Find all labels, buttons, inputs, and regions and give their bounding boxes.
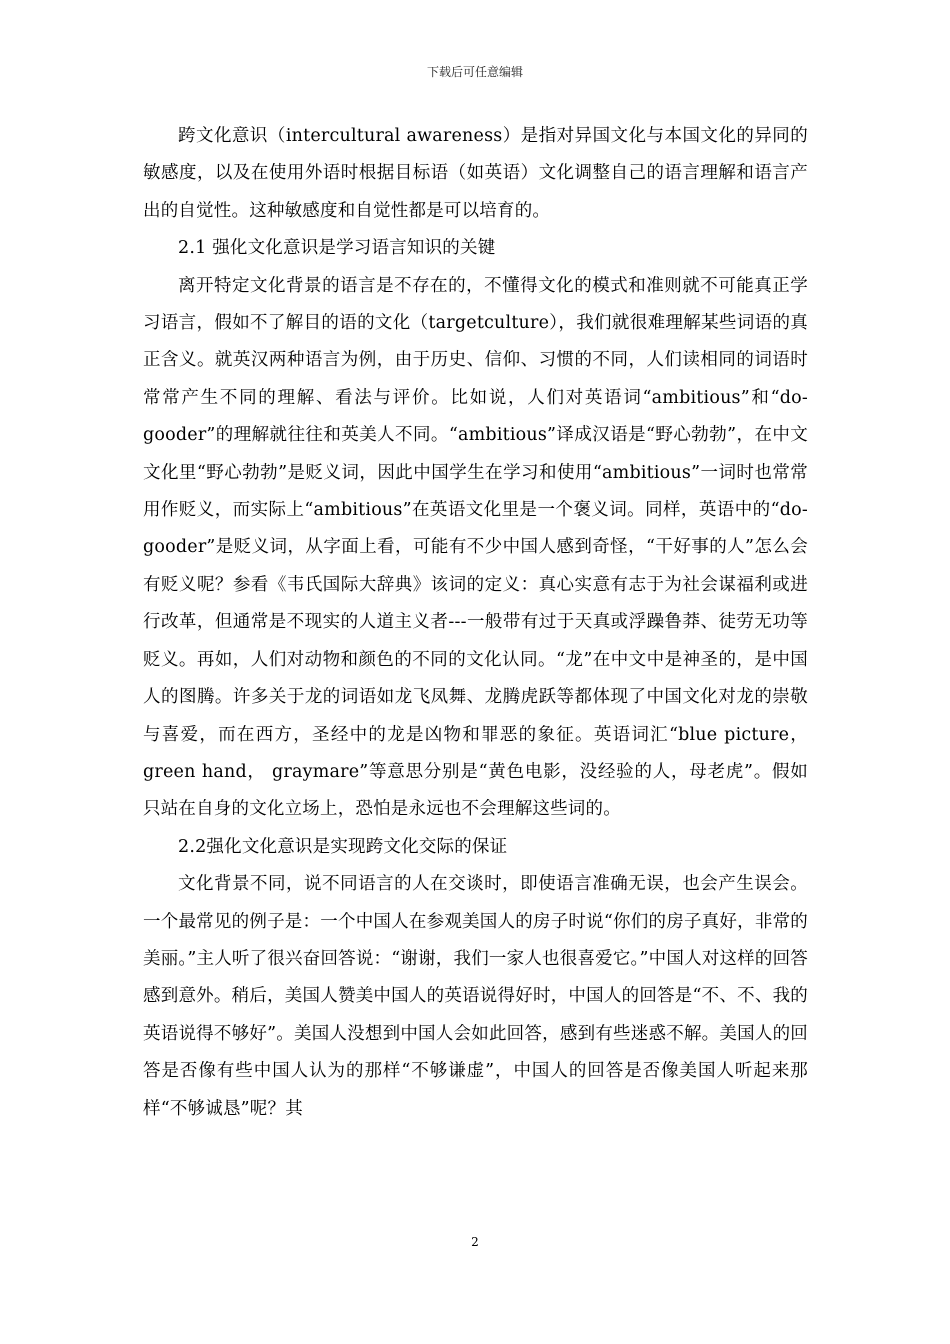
paragraph-cross-cultural-communication: 文化背景不同，说不同语言的人在交谈时，即使语言准确无误，也会产生误会。一个最常见的例子是：一个中国人在参观美国人的房子时说“你们的房子真好，非常的美丽。”主人听了很兴奋回答说：“谢谢，我们一家人也很喜爱它。”中国人对这样的回答感到意外。稍后，美国人赞美中国人的英语说得好时，中国人的回答是“不、不、我的英语说得不够好”。美国人没想到中国人会如此回答，感到有些迷惑不解。美国人的回答是否像有些中国人认为的那样“不够谦虚”，中国人的回答是否像美国人听起来那样“不够诚恳”呢？其 (143, 874, 808, 1119)
section-heading-2-2: 2.2强化文化意识是实现跨文化交际的保证 (178, 836, 508, 857)
section-heading-2-1: 2.1 强化文化意识是学习语言知识的关键 (178, 238, 496, 259)
paragraph-language-knowledge: 离开特定文化背景的语言是不存在的，不懂得文化的模式和准则就不可能真正学习语言，假如不了解目的语的文化（targetculture），我们就很难理解某些词语的真正含义。就英汉两种语言为例，由于历史、信仰、习惯的不同，人们读相同的词语时常常产生不同的理解、看法与评价。比如说，人们对英语词“ambitious”和“do-gooder”的理解就往往和英美人不同。“ambitious”译成汉语是“野心勃勃”，在中文文化里“野心勃勃”是贬义词，因此中国学生在学习和使用“ambitious”一词时也常常用作贬义，而实际上“ambitious”在英语文化里是一个褒义词。同样，英语中的“do-gooder”是贬义词，从字面上看，可能有不少中国人感到奇怪，“干好事的人”怎么会有贬义呢？参看《韦氏国际大辞典》该词的定义：真心实意有志于为社会谋福利或进行改革，但通常是不现实的人道主义者---一般带有过于天真或浮躁鲁莽、徒劳无功等贬义。再如，人们对动物和颜色的不同的文化认同。“龙”在中文中是神圣的，是中国人的图腾。许多关于龙的词语如龙飞凤舞、龙腾虎跃等都体现了中国文化对龙的崇敬与喜爱，而在西方，圣经中的龙是凶物和罪恶的象征。英语词汇“blue picture， green hand， graymare”等意思分别是“黄色电影，没经验的人，母老虎”。假如只站在自身的文化立场上，恐怕是永远也不会理解这些词的。 (143, 275, 808, 820)
page-header: 下载后可任意编辑 (426, 65, 523, 79)
page-number: 2 (471, 1235, 479, 1249)
document-body (143, 118, 808, 1128)
paragraph-intercultural-awareness: 跨文化意识（intercultural awareness）是指对异国文化与本国文化的异同的敏感度，以及在使用外语时根据目标语（如英语）文化调整自己的语言理解和语言产出的自觉性。这种敏感度和自觉性都是可以培育的。 (143, 126, 808, 221)
